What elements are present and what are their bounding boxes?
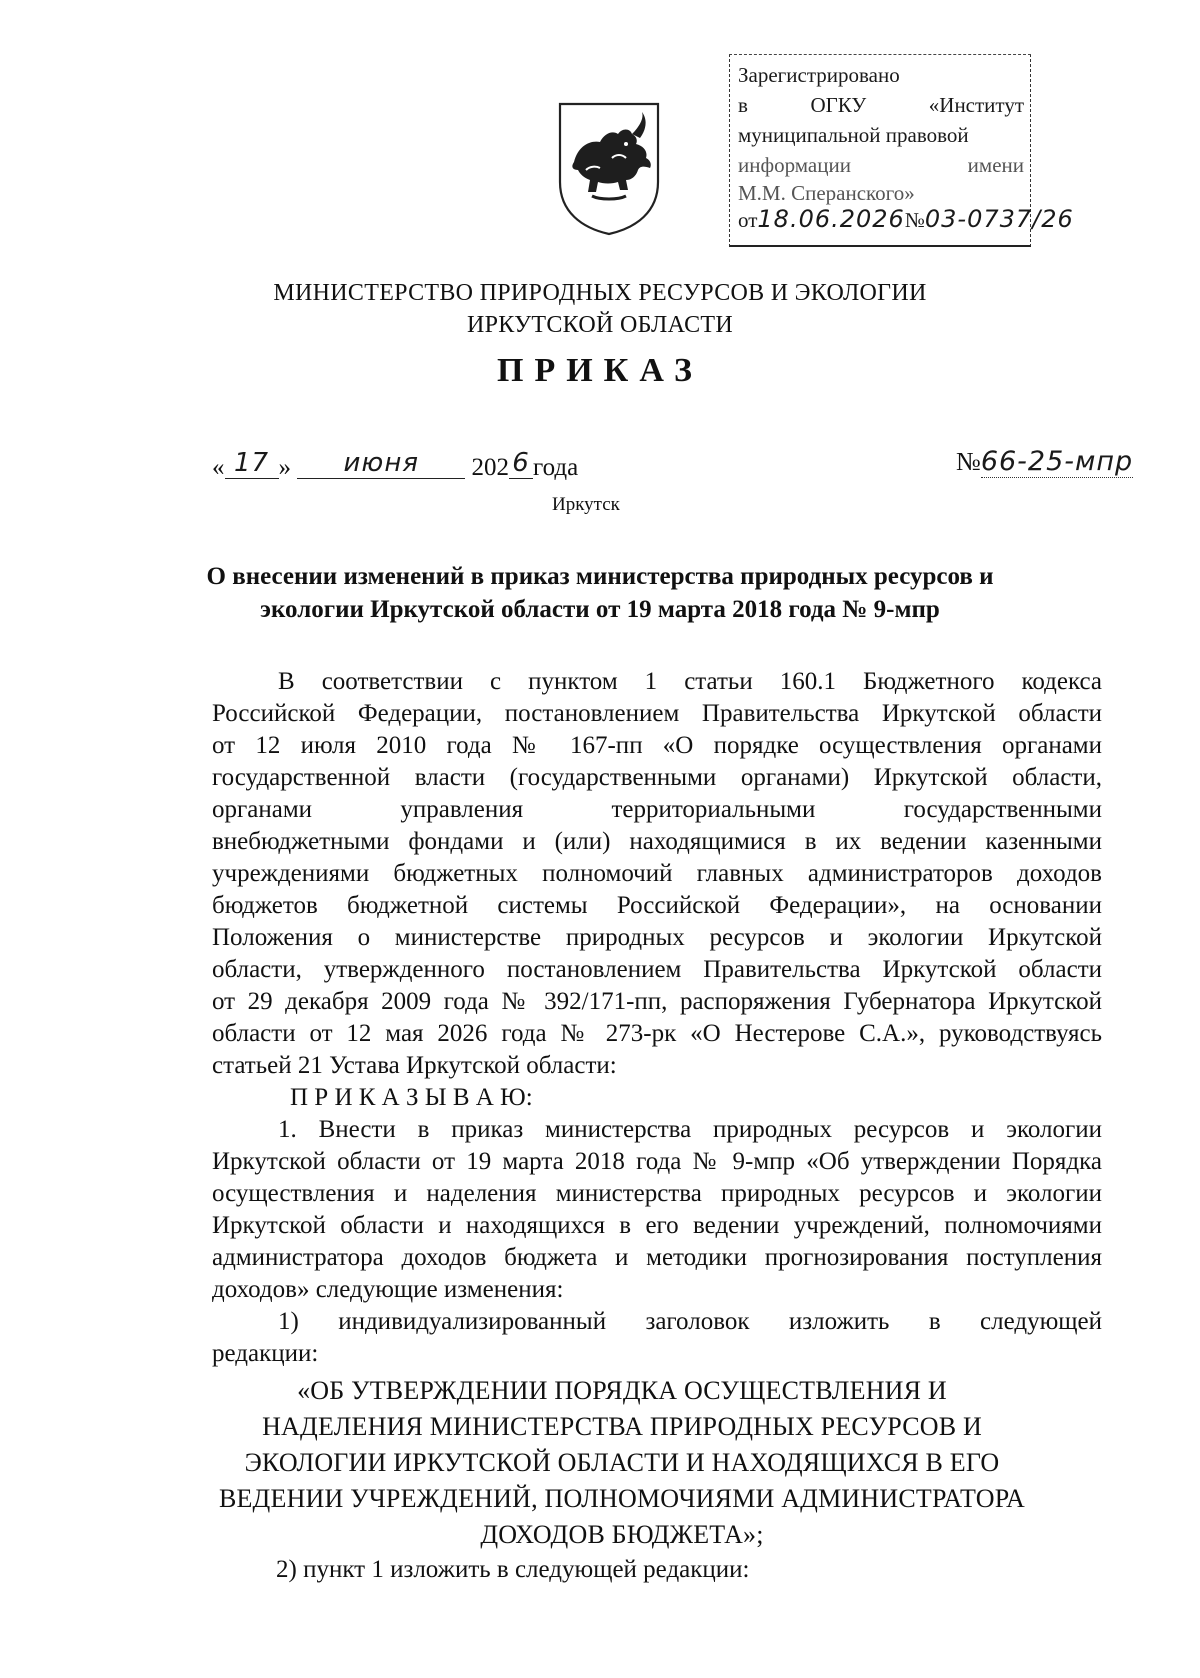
stamp-word: «Институт: [928, 93, 1024, 117]
number-sign: №: [956, 447, 981, 476]
quoted-heading-line: ВЕДЕНИИ УЧРЕЖДЕНИЙ, ПОЛНОМОЧИЯМИ АДМИНИСТРАТОРА: [218, 1484, 1026, 1513]
stamp-word: информации: [738, 153, 851, 177]
paragraph-line: Положения о министерстве природных ресурсов и экологии Иркутской: [212, 924, 1102, 951]
sub-item-line: 1) индивидуализированный заголовок изложить в следующей: [278, 1308, 1102, 1335]
paragraph-line: администратора доходов бюджета и методики прогнозирования поступления: [212, 1244, 1102, 1271]
date-year-prefix: 202: [471, 454, 509, 481]
paragraph-line: 1. Внести в приказ министерства природных ресурсов и экологии: [278, 1116, 1102, 1143]
close-quote: »: [278, 454, 291, 481]
place-of-issue: Иркутск: [552, 494, 620, 515]
stamp-word: имени: [967, 153, 1024, 177]
paragraph-line: доходов» следующие изменения:: [212, 1276, 564, 1303]
paragraph-line: Иркутской области и находящихся в его ведении учреждений, полномочиями: [212, 1212, 1102, 1239]
paragraph-line: Иркутской области от 19 марта 2018 года № 9-мпр «Об утверждении Порядка: [212, 1148, 1102, 1175]
paragraph-line: статьей 21 Устава Иркутской области:: [212, 1052, 617, 1079]
stamp-line-6: [738, 205, 1102, 235]
paragraph-line: осуществления и наделения министерства природных ресурсов и экологии: [212, 1180, 1102, 1207]
stamp-handwritten-number: 03-0737/26: [924, 205, 1074, 233]
stamp-number-sign: №: [904, 208, 925, 232]
stamp-line-3: муниципальной правовой: [738, 123, 969, 147]
paragraph-line: Российской Федерации, постановлением Правительства Иркутской области: [212, 700, 1102, 727]
quoted-heading-line: «ОБ УТВЕРЖДЕНИИ ПОРЯДКА ОСУЩЕСТВЛЕНИЯ И: [297, 1376, 947, 1405]
document-number-value: 66-25-мпр: [980, 446, 1134, 477]
document-title-line-2: экологии Иркутской области от 19 марта 2018 года № 9-мпр: [260, 596, 940, 623]
paragraph-line: органами управления территориальными государственными: [212, 796, 1102, 823]
stamp-word: ОГКУ: [810, 93, 867, 117]
paragraph-line: учреждениями бюджетных полномочий главных администраторов доходов: [212, 860, 1102, 887]
document-type-heading: ПРИКАЗ: [497, 352, 703, 389]
ministry-name-line-2: ИРКУТСКОЙ ОБЛАСТИ: [467, 312, 733, 338]
sub-item-line: 2) пункт 1 изложить в следующей редакции:: [276, 1556, 750, 1583]
date-line: [212, 448, 579, 482]
stamp-line-2: [738, 91, 1024, 120]
paragraph-line: от 12 июля 2010 года № 167-пп «О порядке осуществления органами: [212, 732, 1102, 759]
ministry-name-line-1: МИНИСТЕРСТВО ПРИРОДНЫХ РЕСУРСОВ И ЭКОЛОГИИ: [273, 280, 927, 306]
order-word: П Р И К А З Ы В А Ю:: [290, 1084, 533, 1111]
quoted-heading-line: ДОХОДОВ БЮДЖЕТА»;: [480, 1520, 764, 1549]
quoted-heading-line: ЭКОЛОГИИ ИРКУТСКОЙ ОБЛАСТИ И НАХОДЯЩИХСЯ В ЕГО: [244, 1448, 1000, 1477]
quoted-heading-line: НАДЕЛЕНИЯ МИНИСТЕРСТВА ПРИРОДНЫХ РЕСУРСОВ И: [262, 1412, 982, 1441]
date-day-field: [225, 448, 279, 479]
stamp-from-label: от: [738, 208, 758, 232]
document-title-line-1: О внесении изменений в приказ министерства природных ресурсов и: [206, 563, 994, 590]
date-year-digit-field: [509, 448, 533, 479]
sub-item-line: редакции:: [212, 1340, 319, 1367]
coat-of-arms-emblem: [556, 100, 662, 238]
document-number: [956, 446, 1133, 477]
paragraph-line: области, утвержденного постановлением Правительства Иркутской области: [212, 956, 1102, 983]
date-month-field: [297, 448, 465, 479]
open-quote: «: [212, 454, 225, 481]
registration-stamp: [729, 54, 1074, 247]
paragraph-line: внебюджетными фондами и (или) находящимися в их ведении казенными: [212, 828, 1102, 855]
date-day: 17: [233, 448, 270, 478]
stamp-line-4: [738, 151, 1024, 180]
paragraph-line: от 29 декабря 2009 года № 392/171-пп, распоряжения Губернатора Иркутской: [212, 988, 1102, 1015]
paragraph-line: государственной власти (государственными органами) Иркутской области,: [212, 764, 1102, 791]
date-year-digit: 6: [512, 448, 530, 478]
stamp-line-1: Зарегистрировано: [738, 63, 900, 87]
date-year-suffix: года: [533, 454, 579, 481]
stamp-line-5: М.М. Сперанского»: [738, 181, 915, 205]
paragraph-line: бюджетов бюджетной системы Российской Федерации», на основании: [212, 892, 1102, 919]
paragraph-line: В соответствии с пунктом 1 статьи 160.1 Бюджетного кодекса: [278, 668, 1102, 695]
stamp-handwritten-date: 18.06.2026: [757, 205, 905, 233]
stamp-word: в: [738, 93, 748, 117]
paragraph-line: области от 12 мая 2026 года № 273-рк «О Нестерове С.А.», руководствуясь: [212, 1020, 1102, 1047]
date-month: июня: [343, 448, 419, 478]
